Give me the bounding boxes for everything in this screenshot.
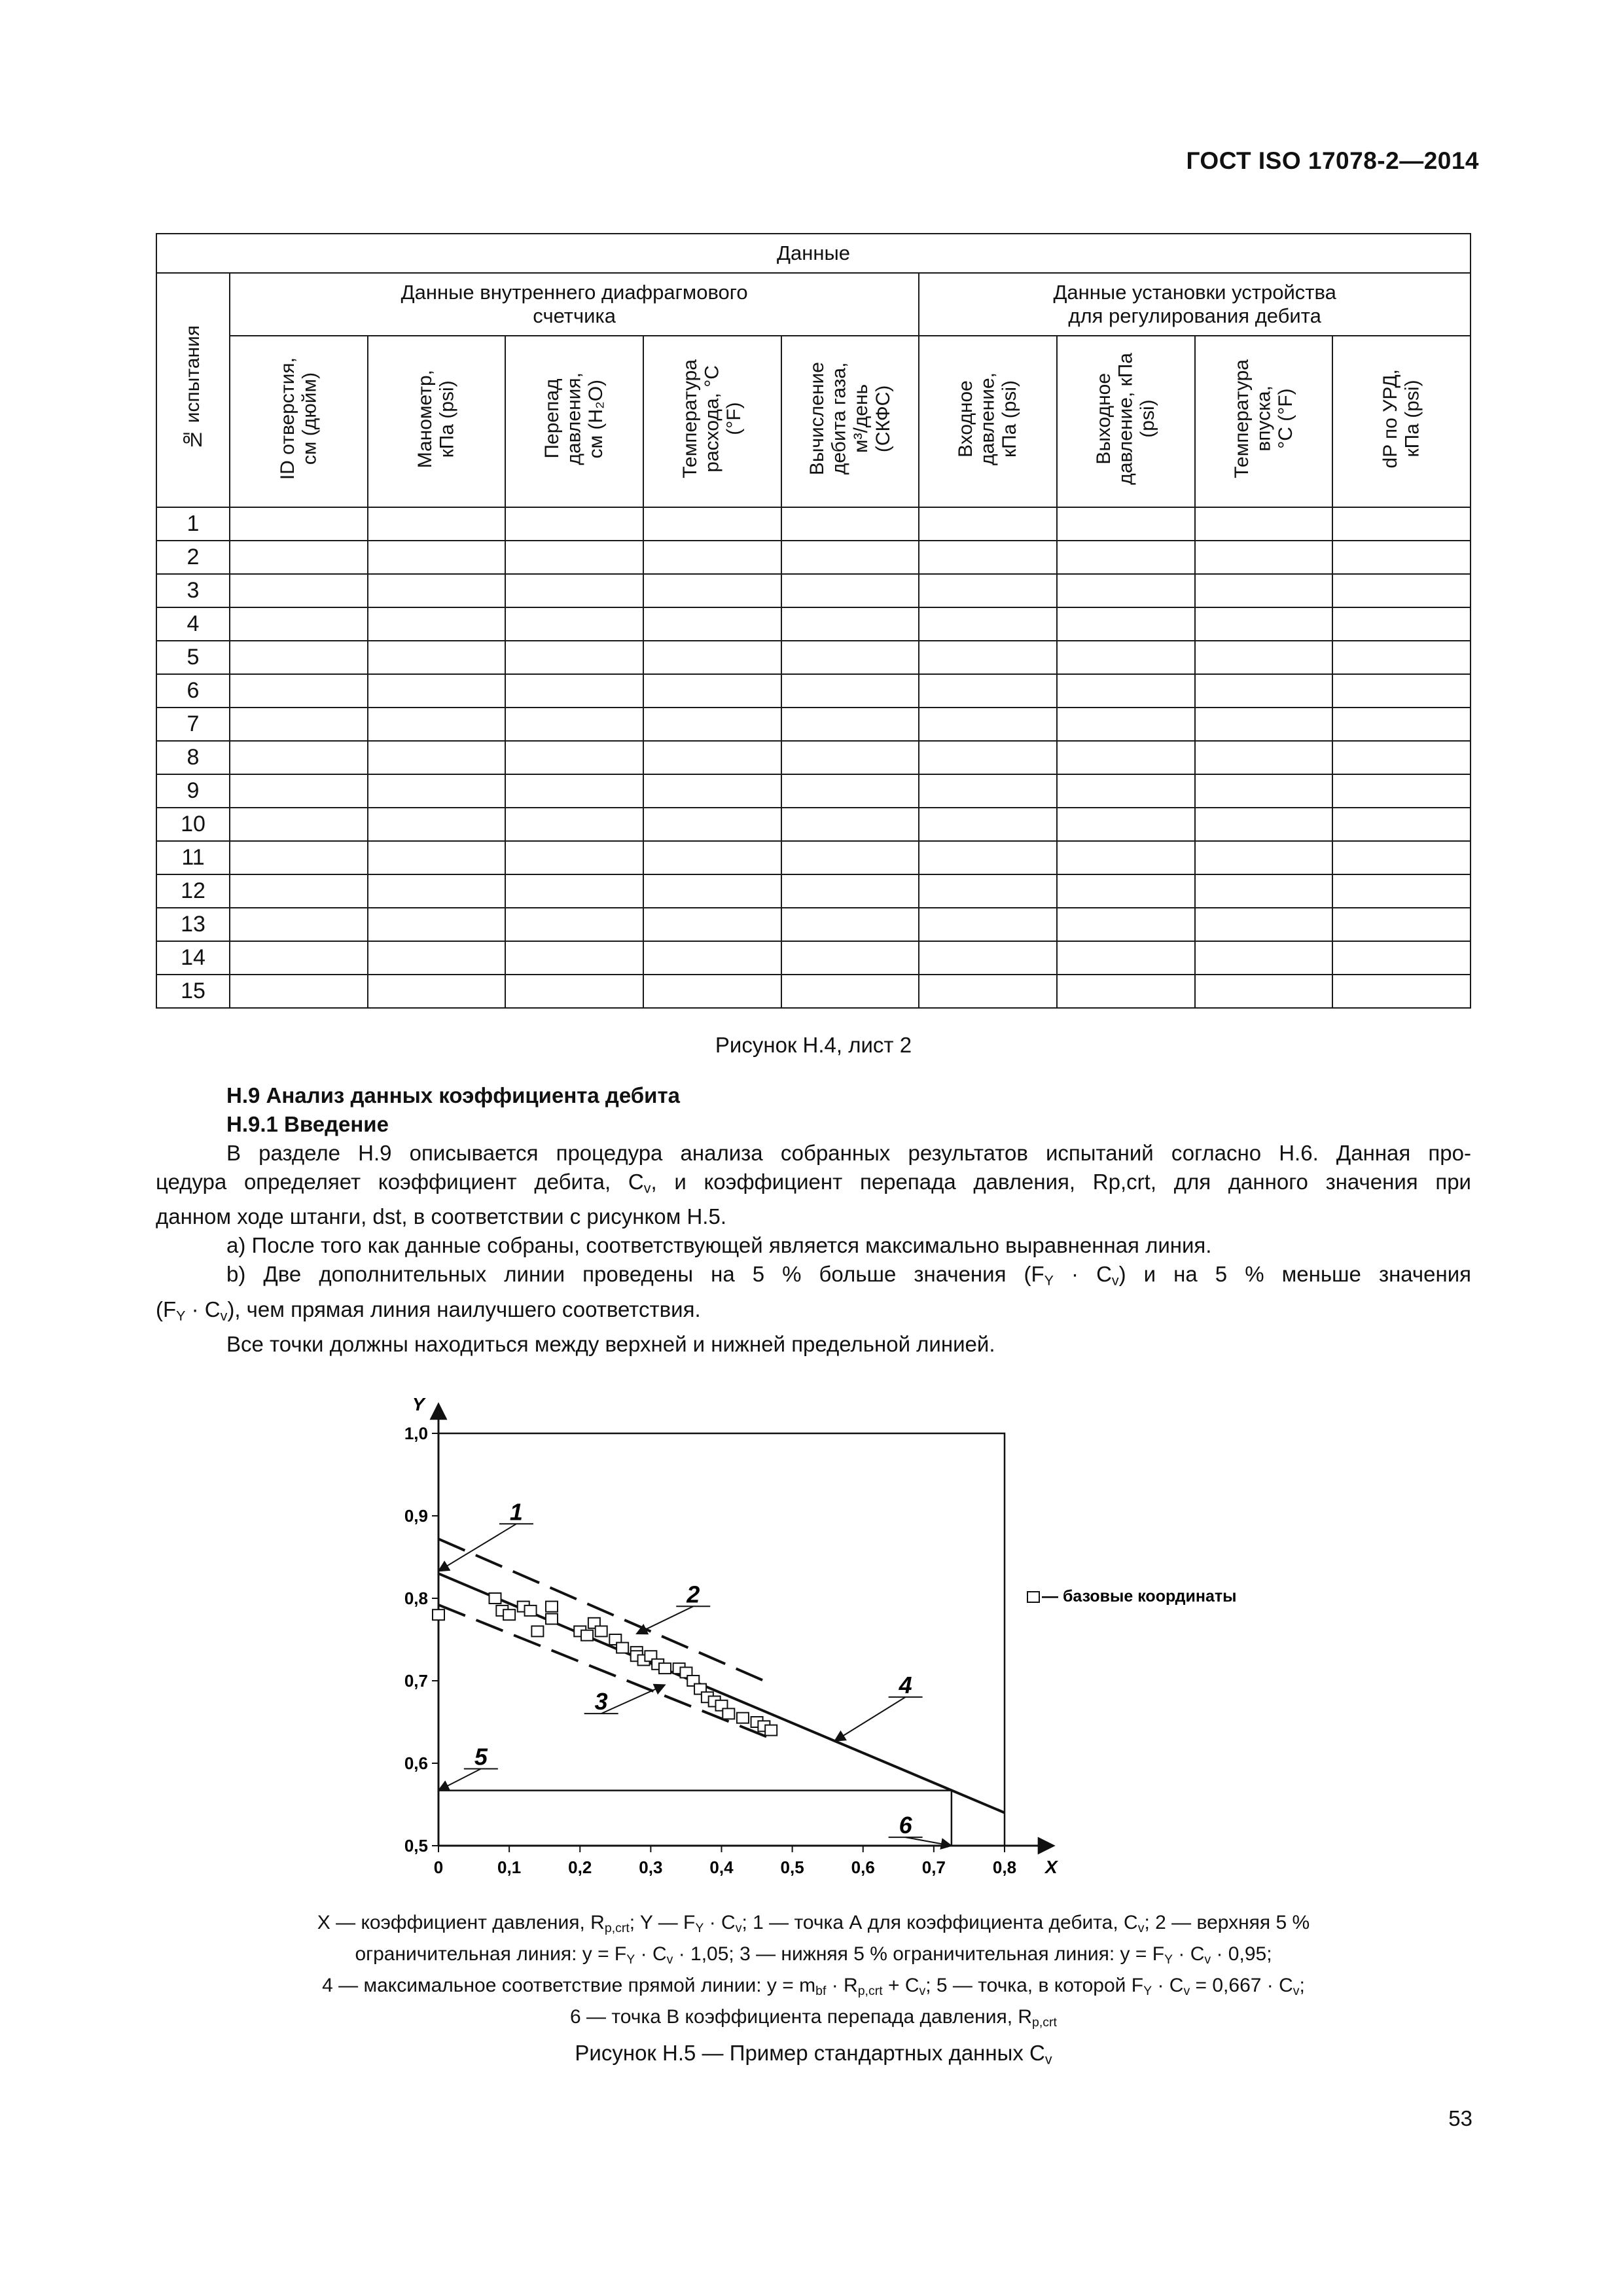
table-cell (919, 507, 1057, 541)
table-cell (1195, 674, 1333, 708)
table-cell (230, 674, 368, 708)
table-cell (230, 541, 368, 574)
table-cell (505, 741, 643, 774)
table-cell (505, 574, 643, 607)
table-cell (781, 741, 919, 774)
annotation-label-3: 3 (594, 1688, 608, 1715)
table-cell (781, 908, 919, 941)
data-point (765, 1725, 777, 1736)
column-header-7: Выходное давление, кПа (psi) (1057, 336, 1195, 507)
table-row (156, 874, 1471, 908)
table-cell (1195, 541, 1333, 574)
table-cell (1332, 607, 1471, 641)
table-cell (781, 674, 919, 708)
table-cell (643, 541, 781, 574)
table-row (156, 975, 1471, 1008)
section-heading: Н.9 Анализ данных коэффициента дебита (226, 1083, 680, 1107)
data-point (531, 1626, 543, 1636)
table-cell (1195, 941, 1333, 975)
table-cell (230, 708, 368, 741)
section-text (156, 1081, 1471, 1359)
table-cell (505, 841, 643, 874)
table-cell (505, 674, 643, 708)
row-number: 11 (156, 841, 230, 874)
table-cell (230, 975, 368, 1008)
table-cell (368, 908, 506, 941)
table-cell (1195, 507, 1333, 541)
row-number: 13 (156, 908, 230, 941)
table-cell (505, 808, 643, 841)
table-cell (1057, 874, 1195, 908)
table-row (156, 774, 1471, 808)
y-axis-label: Y (412, 1394, 425, 1414)
table-row (156, 741, 1471, 774)
table-cell (1195, 741, 1333, 774)
table-cell (230, 941, 368, 975)
table-cell (230, 574, 368, 607)
column-header-3: Перепад давления, см (H₂O) (505, 336, 643, 507)
table-cell (1332, 908, 1471, 941)
data-point (722, 1708, 734, 1719)
para1-line1: В разделе Н.9 описывается процедура анализа собранных результатов испытаний согласно Н.6. Данная про- (226, 1141, 1471, 1165)
closing-sentence: Все точки должны находиться между верхней и нижней предельной линией. (226, 1332, 995, 1357)
line-3 (438, 1605, 771, 1738)
annotation-arrow-1 (438, 1524, 516, 1571)
table-cell (1057, 641, 1195, 674)
table-cell (1332, 874, 1471, 908)
x-tick-label: 0,4 (709, 1857, 734, 1877)
table-cell (368, 774, 506, 808)
table-cell (368, 674, 506, 708)
table-cell (1332, 574, 1471, 607)
table-cell (230, 841, 368, 874)
data-point (490, 1593, 501, 1604)
table-cell (1332, 541, 1471, 574)
legend-marker (1027, 1592, 1039, 1602)
table-cell (643, 574, 781, 607)
x-tick-label: 0,8 (992, 1857, 1017, 1877)
table-row (156, 941, 1471, 975)
table-cell (1057, 841, 1195, 874)
table-cell (1057, 607, 1195, 641)
figure-4-caption: Рисунок Н.4, лист 2 (715, 1033, 912, 1057)
x-tick-label: 0,5 (780, 1857, 804, 1877)
legend-line-4: 6 — точка В коэффициента перепада давления, $R_{p,crt}$ (570, 2005, 1057, 2030)
table-cell (1195, 841, 1333, 874)
table-cell (643, 641, 781, 674)
x-tick-label: 0 (433, 1857, 444, 1877)
table-cell (230, 874, 368, 908)
table-cell (643, 874, 781, 908)
annotation-label-6: 6 (899, 1812, 912, 1839)
x-axis-label: X (1045, 1857, 1058, 1877)
table-cell (643, 507, 781, 541)
annotation-label-1: 1 (509, 1498, 523, 1526)
table-cell (368, 741, 506, 774)
table-cell (919, 774, 1057, 808)
row-number: 8 (156, 741, 230, 774)
column-header-9: dP по УРД, кПа (psi) (1332, 336, 1471, 507)
table-cell (368, 641, 506, 674)
table-cell (919, 908, 1057, 941)
table-cell (368, 874, 506, 908)
y-tick-label: 0,9 (404, 1506, 428, 1526)
table-cell (505, 774, 643, 808)
table-cell (368, 841, 506, 874)
item-b-line1: b) Две дополнительных линии проведены на 5 % больше значения $(F_Y \cdot C_v)$ и на 5 % меньше значения (226, 1262, 1471, 1289)
table-cell (230, 641, 368, 674)
table-row (156, 607, 1471, 641)
page-number: 53 (1448, 2106, 1472, 2130)
table-cell (505, 874, 643, 908)
table-cell (368, 607, 506, 641)
table-cell (781, 607, 919, 641)
y-tick-label: 0,6 (404, 1753, 428, 1773)
data-point (503, 1609, 515, 1620)
row-number: 10 (156, 808, 230, 841)
table-cell (1332, 774, 1471, 808)
table-cell (1195, 908, 1333, 941)
table-row (156, 641, 1471, 674)
group-header-meter: Данные внутреннего диафрагмового счетчика (230, 273, 919, 336)
table-cell (643, 908, 781, 941)
table-cell (919, 808, 1057, 841)
table-cell (643, 607, 781, 641)
table-cell (1332, 841, 1471, 874)
test-number-header: № испытания (156, 273, 230, 507)
para1-line3: данном ходе штанги, dst, в соответствии с рисунком Н.5. (156, 1204, 726, 1229)
column-header-2: Манометр, кПа (psi) (368, 336, 506, 507)
table-cell (1332, 507, 1471, 541)
table-cell (368, 975, 506, 1008)
table-cell (1057, 808, 1195, 841)
table-cell (781, 874, 919, 908)
table-cell (781, 841, 919, 874)
table-cell (1195, 607, 1333, 641)
row-number: 9 (156, 774, 230, 808)
table-cell (781, 975, 919, 1008)
column-header-8: Температура впуска, °С (°F) (1195, 336, 1333, 507)
table-cell (1195, 774, 1333, 808)
table-cell (919, 541, 1057, 574)
legend-line-3: 4 — максимальное соответствие прямой линии: $y = m_{bf} \cdot R_{p,crt} + C_v$; 5 — точка, в которой $F_Y \cdot C_v = 0,667 \cdot C_v$; (322, 1974, 1305, 1998)
data-point (433, 1609, 444, 1620)
legend-line-2: ограничительная линия: $y = F_Y \cdot C_v \cdot 1,05$; 3 — нижняя 5 % ограничительная линия: $y = F_Y \cdot C_v \cdot 0,95$; (355, 1943, 1272, 1967)
x-tick-label: 0,3 (639, 1857, 663, 1877)
row-number: 12 (156, 874, 230, 908)
table-cell (1195, 708, 1333, 741)
annotation-arrow-3 (601, 1685, 665, 1713)
table-row (156, 541, 1471, 574)
table-row (156, 708, 1471, 741)
table-cell (1195, 574, 1333, 607)
table-row (156, 674, 1471, 708)
table-cell (505, 708, 643, 741)
data-point (546, 1602, 558, 1612)
table-cell (1057, 541, 1195, 574)
data-point (737, 1713, 749, 1723)
table-cell (1332, 641, 1471, 674)
table-cell (230, 808, 368, 841)
table-cell (643, 774, 781, 808)
table-cell (919, 674, 1057, 708)
table-cell (781, 507, 919, 541)
legend-label: — базовые координаты (1042, 1587, 1237, 1605)
document-code: ГОСТ ISO 17078-2—2014 (1186, 147, 1479, 174)
annotation-label-4: 4 (899, 1671, 912, 1698)
table-cell (1332, 975, 1471, 1008)
table-cell (368, 941, 506, 975)
column-header-4: Температура расхода, °С (°F) (643, 336, 781, 507)
item-b-line2: $(F_Y \cdot C_v)$, чем прямая линия наилучшего соответствия. (156, 1297, 701, 1324)
table-cell (1332, 674, 1471, 708)
table-cell (1332, 708, 1471, 741)
table-cell (1332, 941, 1471, 975)
annotation-arrow-2 (637, 1606, 694, 1634)
table-cell (368, 808, 506, 841)
table-cell (230, 908, 368, 941)
data-point (525, 1605, 537, 1616)
table-cell (1057, 708, 1195, 741)
table-cell (643, 941, 781, 975)
subsection-heading: Н.9.1 Введение (226, 1112, 389, 1136)
line-1 (438, 1539, 764, 1681)
annotation-label-2: 2 (687, 1581, 700, 1608)
table-cell (781, 574, 919, 607)
table-cell (1195, 641, 1333, 674)
table-cell (919, 708, 1057, 741)
table-cell (505, 607, 643, 641)
table-cell (781, 774, 919, 808)
para1-line2: цедура определяет коэффициент дебита, $C_v$, и коэффициент перепада давления, Rp,crt, для данного значения при (156, 1170, 1471, 1196)
table-cell (643, 975, 781, 1008)
table-cell (919, 641, 1057, 674)
table-cell (919, 975, 1057, 1008)
item-a: a) После того как данные собраны, соответствующей является максимально выравненная линия. (226, 1233, 1212, 1258)
table-cell (1332, 741, 1471, 774)
table-cell (1057, 674, 1195, 708)
annotation-label-5: 5 (474, 1743, 488, 1770)
table-cell (1195, 808, 1333, 841)
table-cell (368, 574, 506, 607)
table-cell (505, 641, 643, 674)
row-number: 2 (156, 541, 230, 574)
table-cell (919, 741, 1057, 774)
figure-5-caption: Рисунок Н.5 — Пример стандартных данных $C_v$ (575, 2041, 1052, 2068)
group-header-device: Данные установки устройства для регулирования дебита (919, 273, 1471, 336)
y-tick-label: 0,5 (404, 1836, 428, 1856)
table-cell (505, 908, 643, 941)
annotation-arrow-5 (438, 1769, 481, 1791)
table-cell (505, 541, 643, 574)
cv-chart (366, 1381, 1479, 1911)
row-number: 3 (156, 574, 230, 607)
table-row (156, 841, 1471, 874)
table-row (156, 808, 1471, 841)
table-cell (1057, 741, 1195, 774)
row-number: 1 (156, 507, 230, 541)
table-cell (919, 874, 1057, 908)
data-point (581, 1630, 593, 1641)
table-cell (1332, 808, 1471, 841)
table-cell (230, 774, 368, 808)
table-title: Данные (156, 234, 1471, 273)
table-cell (919, 841, 1057, 874)
table-cell (1195, 975, 1333, 1008)
table-cell (230, 607, 368, 641)
test-data-table (156, 233, 1471, 1008)
data-point (596, 1626, 607, 1636)
figure-5-legend (156, 1910, 1471, 2036)
table-cell (643, 808, 781, 841)
data-point (659, 1663, 671, 1674)
table-cell (1057, 774, 1195, 808)
table-cell (643, 674, 781, 708)
table-cell (368, 708, 506, 741)
table-cell (781, 708, 919, 741)
annotation-arrow-6 (906, 1837, 952, 1846)
annotation-arrow-4 (835, 1697, 906, 1741)
table-cell (1057, 507, 1195, 541)
table-cell (919, 607, 1057, 641)
table-cell (368, 541, 506, 574)
column-header-6: Входное давление, кПа (psi) (919, 336, 1057, 507)
table-row (156, 574, 1471, 607)
table-cell (230, 741, 368, 774)
table-row (156, 507, 1471, 541)
table-cell (505, 507, 643, 541)
row-number: 14 (156, 941, 230, 975)
table-cell (781, 808, 919, 841)
row-number: 4 (156, 607, 230, 641)
x-tick-label: 0,7 (921, 1857, 946, 1877)
table-cell (368, 507, 506, 541)
row-number: 7 (156, 708, 230, 741)
table-cell (919, 941, 1057, 975)
data-point (616, 1643, 628, 1653)
table-cell (505, 941, 643, 975)
table-cell (919, 574, 1057, 607)
row-number: 15 (156, 975, 230, 1008)
y-tick-label: 1,0 (404, 1424, 428, 1443)
table-cell (1057, 574, 1195, 607)
table-cell (781, 941, 919, 975)
x-tick-label: 0,6 (851, 1857, 875, 1877)
x-tick-label: 0,1 (497, 1857, 522, 1877)
table-cell (505, 975, 643, 1008)
row-number: 5 (156, 641, 230, 674)
y-tick-label: 0,8 (404, 1588, 428, 1608)
x-tick-label: 0,2 (568, 1857, 592, 1877)
y-tick-label: 0,7 (404, 1671, 428, 1691)
column-header-1: ID отверстия, см (дюйм) (230, 336, 368, 507)
table-cell (1195, 874, 1333, 908)
table-cell (643, 741, 781, 774)
table-cell (781, 541, 919, 574)
table-cell (781, 641, 919, 674)
row-number: 6 (156, 674, 230, 708)
table-row (156, 908, 1471, 941)
table-cell (643, 841, 781, 874)
table-cell (643, 708, 781, 741)
table-cell (1057, 975, 1195, 1008)
legend-line-1: X — коэффициент давления, $R_{p,crt}$; Y — $F_Y \cdot C_v$; 1 — точка А для коэффициента дебита, $C_v$; 2 — верхняя 5 % (317, 1912, 1310, 1935)
table-cell (1057, 941, 1195, 975)
data-point (546, 1614, 558, 1624)
column-header-5: Вычисление дебита газа, м³/день (СКФС) (781, 336, 919, 507)
table-cell (230, 507, 368, 541)
table-cell (1057, 908, 1195, 941)
